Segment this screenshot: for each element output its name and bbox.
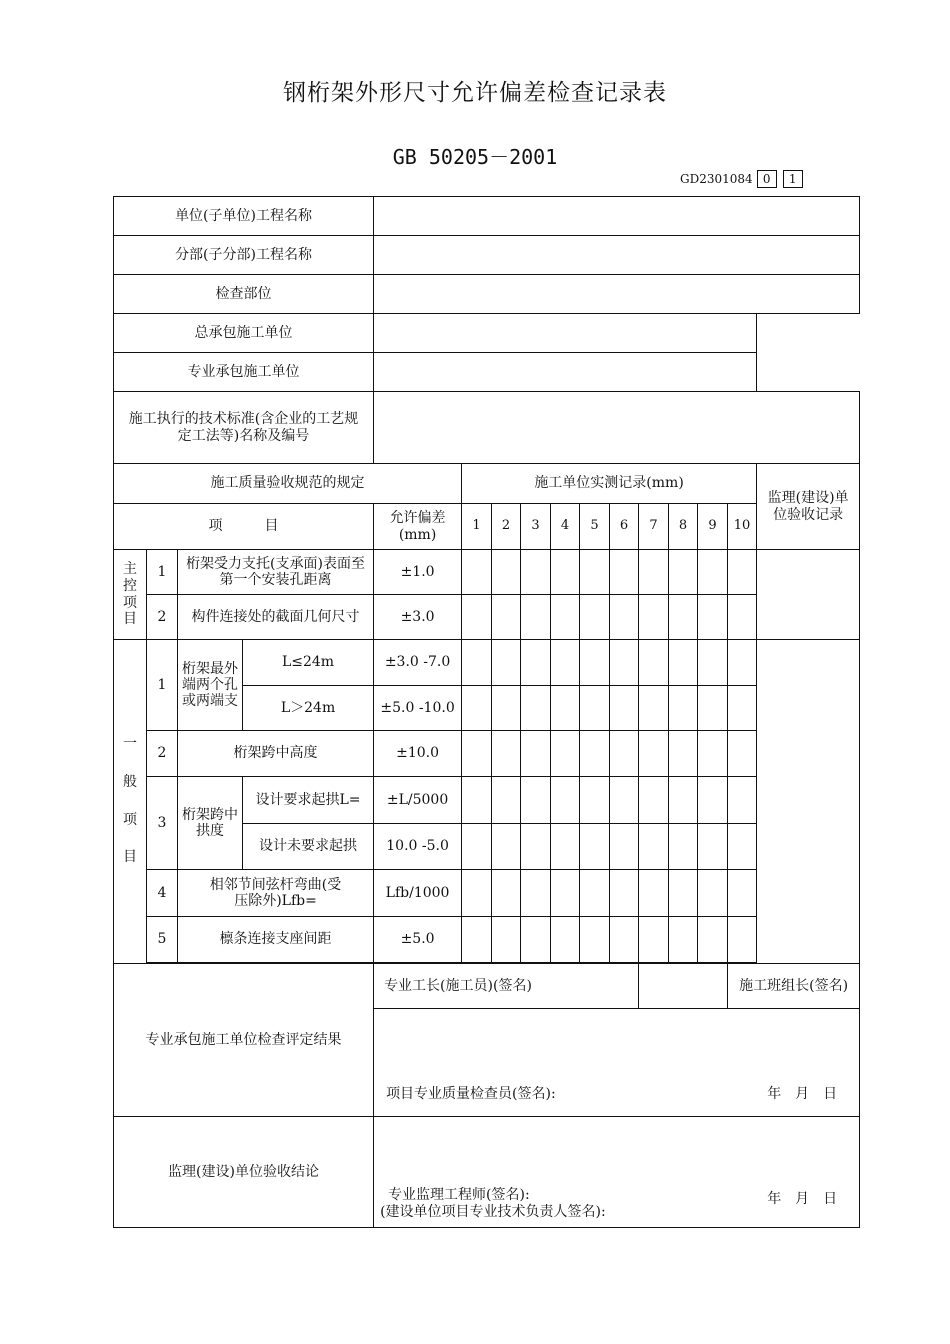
row-item: 相邻节间弦杆弯曲(受压除外)Lfb= bbox=[178, 870, 374, 917]
row-tolerance: ±5.0 -10.0 bbox=[374, 686, 462, 731]
row-sub-item: L≤24m bbox=[243, 640, 374, 686]
col-header: 4 bbox=[551, 504, 580, 550]
record-cell[interactable] bbox=[698, 595, 728, 640]
record-cell[interactable] bbox=[639, 595, 669, 640]
record-cell[interactable] bbox=[492, 686, 521, 731]
main-items-label: 主控项目 bbox=[114, 550, 147, 640]
item-header: 项 目 bbox=[114, 504, 374, 550]
foreman-sign[interactable] bbox=[639, 964, 728, 1009]
record-cell[interactable] bbox=[462, 917, 492, 963]
record-cell[interactable] bbox=[462, 870, 492, 917]
page-title: 钢桁架外形尺寸允许偏差检查记录表 bbox=[283, 80, 667, 106]
record-cell[interactable] bbox=[728, 870, 757, 917]
record-cell[interactable] bbox=[728, 777, 757, 824]
row-sub-item: 设计未要求起拱 bbox=[243, 824, 374, 870]
row-no: 3 bbox=[147, 777, 178, 870]
row-sub-item: 设计要求起拱L= bbox=[243, 777, 374, 824]
table-row bbox=[114, 917, 860, 963]
record-cell[interactable] bbox=[462, 731, 492, 777]
record-cell[interactable] bbox=[551, 777, 580, 824]
record-cell[interactable] bbox=[669, 686, 698, 731]
record-cell[interactable] bbox=[521, 550, 551, 595]
tech-standard-label: 施工执行的技术标准(含企业的工艺规定工法等)名称及编号 bbox=[114, 392, 374, 464]
table-row bbox=[114, 640, 860, 686]
col-header: 8 bbox=[669, 504, 698, 550]
supervisor-result-label: 监理(建设)单位验收结论 bbox=[114, 1117, 374, 1228]
date-label-2: 年 月 日 bbox=[767, 1190, 838, 1207]
record-cell[interactable] bbox=[639, 640, 669, 686]
record-cell[interactable] bbox=[580, 917, 610, 963]
special-contractor-field[interactable] bbox=[374, 353, 757, 392]
record-cell[interactable] bbox=[639, 731, 669, 777]
form-code-prefix: GD2301084 bbox=[680, 172, 753, 186]
record-cell[interactable] bbox=[492, 595, 521, 640]
form-code bbox=[680, 170, 803, 188]
tolerance-header: 允许偏差(mm) bbox=[374, 504, 462, 550]
record-cell[interactable] bbox=[521, 824, 551, 870]
qc-inspector-cell[interactable] bbox=[374, 1009, 860, 1117]
col-header: 7 bbox=[639, 504, 669, 550]
general-contractor-field[interactable] bbox=[374, 314, 757, 353]
row-tolerance: Lfb/1000 bbox=[374, 870, 462, 917]
record-cell[interactable] bbox=[580, 595, 610, 640]
supervisor-record-cell[interactable] bbox=[757, 640, 860, 964]
row-item: 桁架跨中高度 bbox=[178, 731, 374, 777]
supervisor-engineer-label: 专业监理工程师(签名): bbox=[388, 1187, 530, 1204]
record-cell[interactable] bbox=[521, 640, 551, 686]
table-row bbox=[114, 595, 860, 640]
supervisor-sign-cell[interactable] bbox=[374, 1117, 860, 1228]
record-cell[interactable] bbox=[728, 595, 757, 640]
row-group: 桁架最外端两个孔或两端支 bbox=[178, 640, 243, 731]
record-cell[interactable] bbox=[492, 870, 521, 917]
col-header: 2 bbox=[492, 504, 521, 550]
team-leader-label: 施工班组长(签名) bbox=[728, 964, 860, 1009]
col-header: 3 bbox=[521, 504, 551, 550]
record-cell[interactable] bbox=[521, 595, 551, 640]
supervisor-header: 监理(建设)单位验收记录 bbox=[757, 464, 860, 550]
record-cell[interactable] bbox=[580, 550, 610, 595]
col-header: 9 bbox=[698, 504, 728, 550]
record-cell[interactable] bbox=[610, 824, 639, 870]
record-cell[interactable] bbox=[492, 640, 521, 686]
row-no: 1 bbox=[147, 640, 178, 731]
row-item: 桁架受力支托(支承面)表面至第一个安装孔距离 bbox=[178, 550, 374, 595]
record-cell[interactable] bbox=[521, 917, 551, 963]
row-no: 5 bbox=[147, 917, 178, 963]
row-sub-item: L＞24m bbox=[243, 686, 374, 731]
record-cell[interactable] bbox=[462, 686, 492, 731]
row-tolerance: ±5.0 bbox=[374, 917, 462, 963]
record-cell[interactable] bbox=[610, 550, 639, 595]
inspect-part-field[interactable] bbox=[374, 275, 860, 314]
record-cell[interactable] bbox=[462, 777, 492, 824]
record-cell[interactable] bbox=[669, 777, 698, 824]
general-items-label: 一般项目 bbox=[114, 640, 147, 964]
record-cell[interactable] bbox=[521, 686, 551, 731]
col-header: 6 bbox=[610, 504, 639, 550]
record-cell[interactable] bbox=[610, 731, 639, 777]
row-tolerance: ±10.0 bbox=[374, 731, 462, 777]
supervisor-record-cell[interactable] bbox=[757, 550, 860, 640]
owner-tech-label: (建设单位项目专业技术负责人签名): bbox=[380, 1204, 606, 1221]
col-header: 1 bbox=[462, 504, 492, 550]
table-row bbox=[114, 870, 860, 917]
record-cell[interactable] bbox=[580, 824, 610, 870]
special-contractor-label: 专业承包施工单位 bbox=[114, 353, 374, 392]
contractor-result-label: 专业承包施工单位检查评定结果 bbox=[114, 964, 374, 1117]
spec-header: 施工质量验收规范的规定 bbox=[114, 464, 462, 504]
record-cell[interactable] bbox=[669, 731, 698, 777]
col-header: 10 bbox=[728, 504, 757, 550]
record-cell[interactable] bbox=[580, 640, 610, 686]
table-row bbox=[114, 777, 860, 824]
record-cell[interactable] bbox=[639, 777, 669, 824]
record-header: 施工单位实测记录(mm) bbox=[462, 464, 757, 504]
row-item: 构件连接处的截面几何尺寸 bbox=[178, 595, 374, 640]
table-row bbox=[114, 550, 860, 595]
form-code-box-2[interactable]: 1 bbox=[783, 170, 803, 188]
record-cell[interactable] bbox=[728, 731, 757, 777]
record-cell[interactable] bbox=[521, 777, 551, 824]
unit-project-label: 单位(子单位)工程名称 bbox=[114, 197, 374, 236]
record-cell[interactable] bbox=[698, 777, 728, 824]
date-label: 年 月 日 bbox=[767, 1085, 838, 1102]
record-cell[interactable] bbox=[551, 870, 580, 917]
row-no: 4 bbox=[147, 870, 178, 917]
record-cell[interactable] bbox=[728, 550, 757, 595]
record-cell[interactable] bbox=[639, 824, 669, 870]
unit-project-field[interactable] bbox=[374, 197, 860, 236]
record-cell[interactable] bbox=[551, 686, 580, 731]
record-cell[interactable] bbox=[551, 640, 580, 686]
row-tolerance: ±3.0 -7.0 bbox=[374, 640, 462, 686]
record-cell[interactable] bbox=[492, 824, 521, 870]
record-cell[interactable] bbox=[610, 640, 639, 686]
record-cell[interactable] bbox=[669, 824, 698, 870]
row-tolerance: ±3.0 bbox=[374, 595, 462, 640]
row-group: 桁架跨中拱度 bbox=[178, 777, 243, 870]
record-cell[interactable] bbox=[580, 686, 610, 731]
record-cell[interactable] bbox=[551, 550, 580, 595]
qc-inspector-label: 项目专业质量检查员(签名): bbox=[386, 1085, 556, 1102]
record-cell[interactable] bbox=[669, 917, 698, 963]
foreman-label: 专业工长(施工员)(签名) bbox=[374, 964, 639, 1009]
row-no: 2 bbox=[147, 595, 178, 640]
record-cell[interactable] bbox=[728, 917, 757, 963]
record-cell[interactable] bbox=[580, 777, 610, 824]
row-no: 2 bbox=[147, 731, 178, 777]
record-cell[interactable] bbox=[551, 595, 580, 640]
record-cell[interactable] bbox=[610, 595, 639, 640]
record-cell[interactable] bbox=[610, 686, 639, 731]
record-cell[interactable] bbox=[639, 686, 669, 731]
record-cell[interactable] bbox=[698, 824, 728, 870]
record-cell[interactable] bbox=[728, 640, 757, 686]
inspection-table bbox=[113, 196, 860, 1228]
record-cell[interactable] bbox=[728, 686, 757, 731]
col-header: 5 bbox=[580, 504, 610, 550]
record-cell[interactable] bbox=[462, 550, 492, 595]
record-cell[interactable] bbox=[698, 686, 728, 731]
row-tolerance: ±1.0 bbox=[374, 550, 462, 595]
standard-code: GB 50205－2001 bbox=[392, 145, 558, 169]
record-cell[interactable] bbox=[492, 550, 521, 595]
record-cell[interactable] bbox=[669, 595, 698, 640]
record-cell[interactable] bbox=[462, 640, 492, 686]
record-cell[interactable] bbox=[639, 550, 669, 595]
record-cell[interactable] bbox=[698, 731, 728, 777]
record-cell[interactable] bbox=[551, 917, 580, 963]
row-tolerance: ±L/5000 bbox=[374, 777, 462, 824]
record-cell[interactable] bbox=[551, 824, 580, 870]
record-cell[interactable] bbox=[698, 550, 728, 595]
row-tolerance: 10.0 -5.0 bbox=[374, 824, 462, 870]
record-cell[interactable] bbox=[521, 870, 551, 917]
record-cell[interactable] bbox=[669, 550, 698, 595]
row-item: 檩条连接支座间距 bbox=[178, 917, 374, 963]
record-cell[interactable] bbox=[462, 824, 492, 870]
record-cell[interactable] bbox=[698, 917, 728, 963]
sub-project-label: 分部(子分部)工程名称 bbox=[114, 236, 374, 275]
row-no: 1 bbox=[147, 550, 178, 595]
tech-standard-field[interactable] bbox=[374, 392, 860, 464]
form-code-box-1[interactable]: 0 bbox=[757, 170, 777, 188]
record-cell[interactable] bbox=[639, 917, 669, 963]
record-cell[interactable] bbox=[492, 917, 521, 963]
sub-project-field[interactable] bbox=[374, 236, 860, 275]
table-row bbox=[114, 731, 860, 777]
record-cell[interactable] bbox=[462, 595, 492, 640]
record-cell[interactable] bbox=[669, 870, 698, 917]
record-cell[interactable] bbox=[521, 731, 551, 777]
record-cell[interactable] bbox=[669, 640, 698, 686]
record-cell[interactable] bbox=[610, 777, 639, 824]
record-cell[interactable] bbox=[551, 731, 580, 777]
record-cell[interactable] bbox=[492, 777, 521, 824]
record-cell[interactable] bbox=[698, 640, 728, 686]
inspect-part-label: 检查部位 bbox=[114, 275, 374, 314]
record-cell[interactable] bbox=[492, 731, 521, 777]
record-cell[interactable] bbox=[728, 824, 757, 870]
record-cell[interactable] bbox=[580, 870, 610, 917]
record-cell[interactable] bbox=[698, 870, 728, 917]
record-cell[interactable] bbox=[610, 917, 639, 963]
record-cell[interactable] bbox=[610, 870, 639, 917]
record-cell[interactable] bbox=[639, 870, 669, 917]
general-contractor-label: 总承包施工单位 bbox=[114, 314, 374, 353]
record-cell[interactable] bbox=[580, 731, 610, 777]
